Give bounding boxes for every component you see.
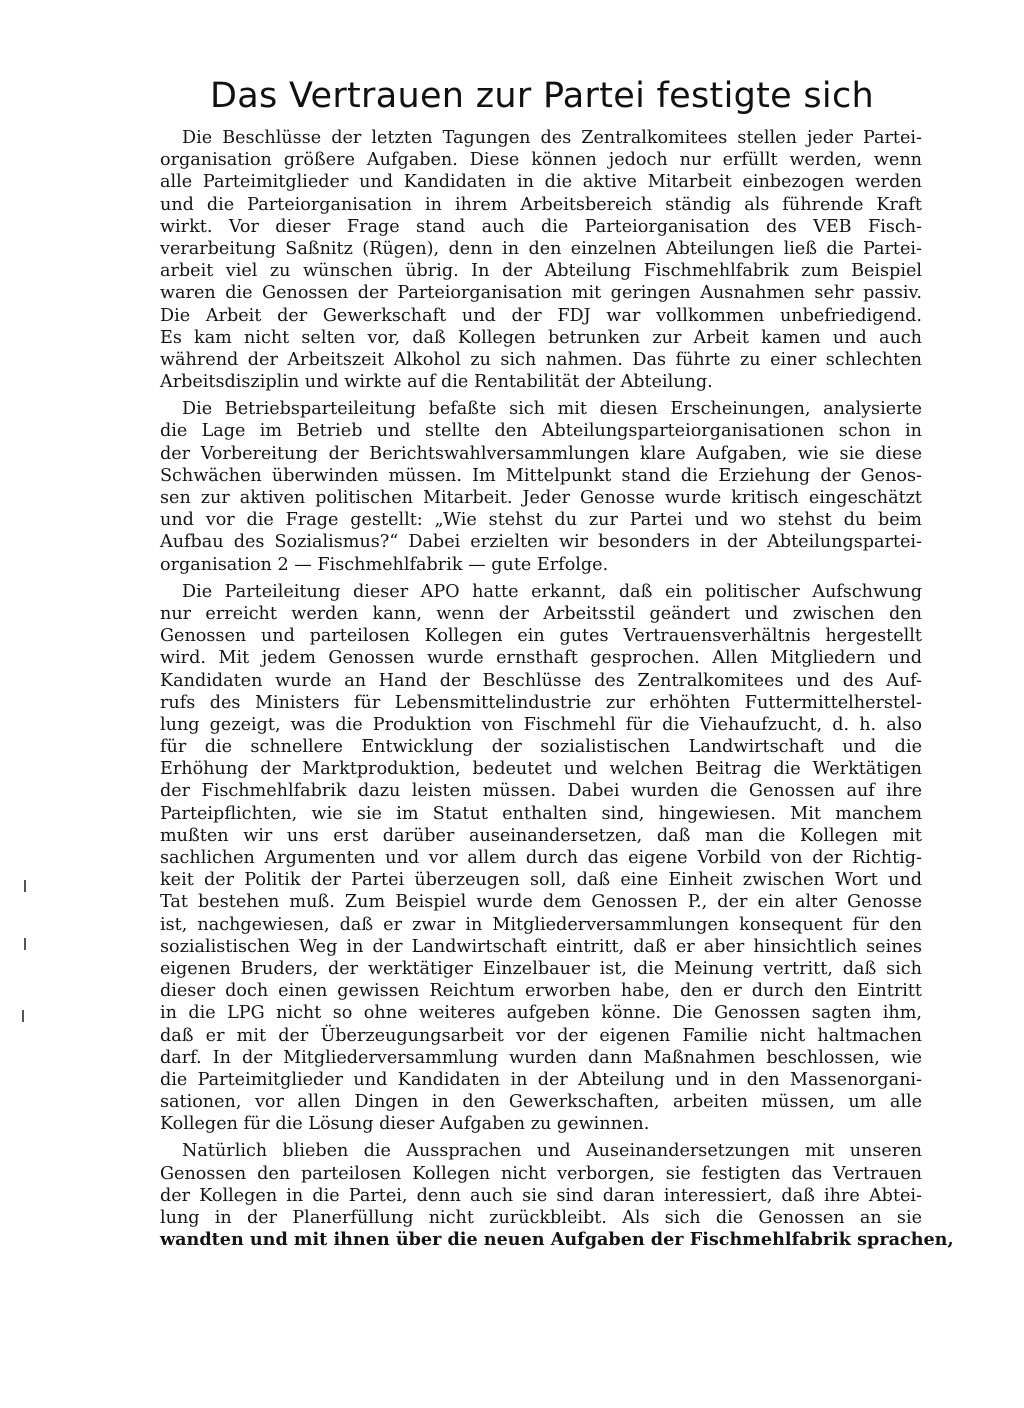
paragraph: [160, 127, 922, 393]
text-line: nur erreicht werden kann, wenn der Arbeitsstil geändert und zwischen den: [160, 603, 922, 624]
text-line: während der Arbeitszeit Alkohol zu sich nahmen. Das führte zu einer schlechten: [160, 349, 922, 370]
text-line: sen zur aktiven politischen Mitarbeit. Jeder Genosse wurde kritisch eingeschätzt: [160, 488, 922, 508]
text-line: sachlichen Argumenten und vor allem durch das eigene Vorbild von der Richtig-: [160, 848, 922, 868]
text-line: und vor die Frage gestellt: „Wie stehst du zur Partei und wo stehst du beim: [160, 510, 922, 531]
text-line: Genossen den parteilosen Kollegen nicht verborgen, sie festigten das Vertrauen: [160, 1163, 922, 1184]
text-line: keit der Politik der Partei überzeugen soll, daß eine Einheit zwischen Wort und: [160, 870, 922, 891]
text-line: Genossen und parteilosen Kollegen ein gutes Vertrauensverhältnis hergestellt: [160, 626, 922, 647]
text-line: wird. Mit jedem Genossen wurde ernsthaft gesprochen. Allen Mitgliedern und: [160, 648, 922, 669]
text-line: organisation 2 — Fischmehlfabrik — gute Erfolge.: [160, 554, 609, 575]
text-line: Tat bestehen muß. Zum Beispiel wurde dem Genossen P., der ein alter Genosse: [160, 892, 922, 913]
text-line: der Vorbereitung der Berichtswahlversammlungen klare Aufgaben, wie sie diese: [160, 443, 922, 464]
text-line: Parteipflichten, wie sie im Statut enthalten sind, hingewiesen. Mit manchem: [160, 803, 922, 824]
text-line: Es kam nicht selten vor, daß Kollegen betrunken zur Arbeit kamen und auch: [160, 327, 922, 348]
text-line: wirkt. Vor dieser Frage stand auch die Parteiorganisation des VEB Fisch-: [160, 216, 922, 237]
text-line: Kandidaten wurde an Hand der Beschlüsse des Zentralkomitees und des Auf-: [160, 670, 922, 691]
text-line: lung gezeigt, was die Produktion von Fischmehl für die Viehaufzucht, d. h. also: [160, 714, 922, 735]
text-line: die Lage im Betrieb und stellte den Abteilungsparteiorganisationen schon in: [160, 421, 922, 442]
margin-mark: [24, 938, 26, 950]
text-line: dieser doch einen gewissen Reichtum erworben habe, den er durch den Eintritt: [160, 981, 922, 1002]
text-line: Die Arbeit der Gewerkschaft und der FDJ war vollkommen unbefriedigend.: [160, 305, 922, 326]
text-line: waren die Genossen der Parteiorganisation mit geringen Ausnahmen sehr passiv.: [160, 283, 922, 304]
text-line: ist, nachgewiesen, daß er zwar in Mitgliederversammlungen konsequent für den: [160, 914, 922, 935]
margin-mark: [24, 880, 26, 892]
text-line: organisation größere Aufgaben. Diese können jedoch nur erfüllt werden, wenn: [160, 150, 922, 171]
text-line: Arbeitsdisziplin und wirkte auf die Rentabilität der Abteilung.: [160, 372, 713, 393]
text-line: Schwächen überwinden müssen. Im Mittelpunkt stand die Erziehung der Genos-: [160, 465, 922, 486]
text-line: und die Parteiorganisation in ihrem Arbeitsbereich ständig als führende Kraft: [160, 194, 922, 215]
text-line: mußten wir uns erst darüber auseinandersetzen, daß man die Kollegen mit: [160, 825, 922, 846]
text-line: wandten und mit ihnen über die neuen Aufgaben der Fischmehlfabrik sprachen,: [160, 1229, 954, 1251]
text-line: darf. In der Mitgliederversammlung wurden dann Maßnahmen beschlossen, wie: [160, 1047, 922, 1068]
article-body: [160, 127, 954, 1256]
text-line: in die LPG nicht so ohne weiteres aufgeben könne. Die Genossen sagten ihm,: [160, 1003, 922, 1024]
text-line: sationen, vor allen Dingen in den Gewerkschaften, arbeiten müssen, um alle: [160, 1092, 922, 1113]
text-line: alle Parteimitglieder und Kandidaten in die aktive Mitarbeit einbezogen werden: [160, 172, 922, 193]
text-line: eigenen Bruders, der werktätiger Einzelbauer ist, die Meinung vertritt, daß sich: [160, 958, 922, 979]
text-line: sozialistischen Weg in der Landwirtschaft eintritt, daß er aber hinsichtlich seines: [160, 936, 922, 957]
paragraph: [160, 581, 922, 1136]
margin-mark: [22, 1010, 24, 1022]
text-line: Die Betriebsparteileitung befaßte sich mit diesen Erscheinungen, analysierte: [182, 399, 922, 420]
text-line: die Parteimitglieder und Kandidaten in der Abteilung und in den Massenorgani-: [160, 1069, 922, 1090]
text-line: Die Parteileitung dieser APO hatte erkannt, daß ein politischer Aufschwung: [182, 581, 922, 602]
text-line: Aufbau des Sozialismus?“ Dabei erzielten wir besonders in der Abteilungspartei-: [160, 532, 922, 553]
text-line: daß er mit der Überzeugungsarbeit vor der eigenen Familie nicht haltmachen: [160, 1025, 922, 1046]
text-line: arbeit viel zu wünschen übrig. In der Abteilung Fischmehlfabrik zum Beispiel: [160, 261, 922, 282]
paragraph: [160, 398, 922, 576]
paragraph: [160, 1140, 954, 1251]
text-line: lung in der Planerfüllung nicht zurückbleibt. Als sich die Genossen an sie: [160, 1208, 922, 1228]
text-line: Erhöhung der Marktproduktion, bedeutet und welchen Beitrag die Werktätigen: [160, 759, 922, 780]
text-line: Kollegen für die Lösung dieser Aufgaben zu gewinnen.: [160, 1114, 650, 1135]
text-line: der Fischmehlfabrik dazu leisten müssen. Dabei wurden die Genossen auf ihre: [160, 781, 922, 802]
text-line: der Kollegen in die Partei, denn auch sie sind daran interessiert, daß ihre Abtei-: [160, 1185, 922, 1206]
text-line: für die schnellere Entwicklung der sozialistischen Landwirtschaft und die: [160, 737, 922, 758]
text-line: rufs des Ministers für Lebensmittelindustrie zur erhöhten Futtermittelherstel-: [160, 692, 922, 713]
text-line: Natürlich blieben die Aussprachen und Auseinandersetzungen mit unseren: [182, 1141, 922, 1162]
text-line: Die Beschlüsse der letzten Tagungen des Zentralkomitees stellen jeder Partei-: [182, 128, 922, 148]
page-title: Das Vertrauen zur Partei festigte sich: [210, 76, 874, 116]
text-line: verarbeitung Saßnitz (Rügen), denn in den einzelnen Abteilungen ließ die Partei-: [160, 238, 922, 259]
